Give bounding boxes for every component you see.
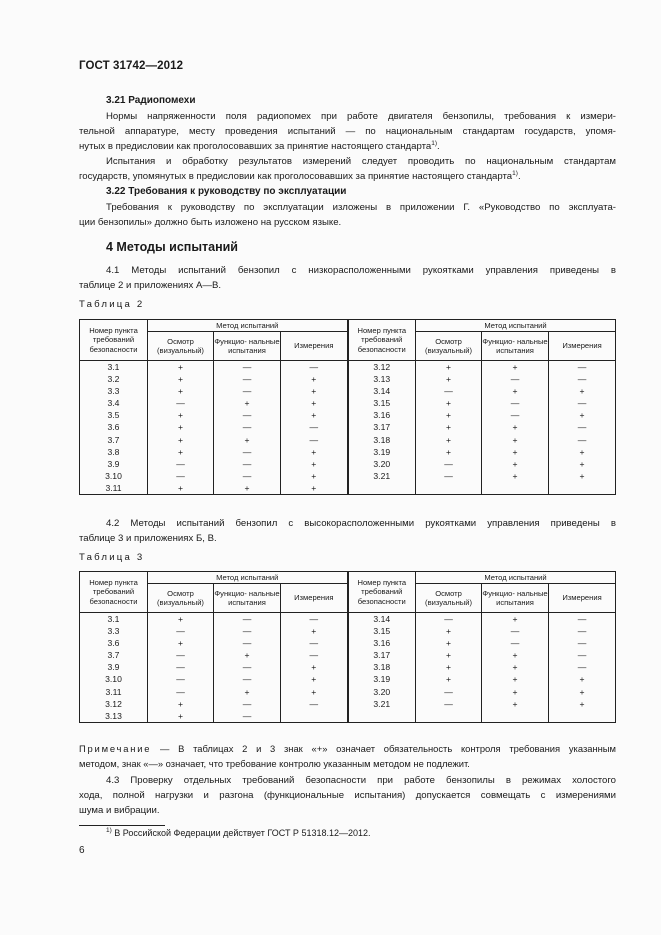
item-number-cell: 3.11 bbox=[80, 482, 148, 495]
method-mark-cell: + bbox=[214, 482, 281, 495]
table-2-caption: Таблица 2 bbox=[79, 299, 145, 310]
method-mark-cell: — bbox=[549, 373, 616, 385]
method-mark-cell: + bbox=[148, 434, 214, 446]
item-number-cell: 3.21 bbox=[348, 470, 416, 482]
method-mark-cell: — bbox=[281, 637, 348, 649]
method-mark-cell bbox=[482, 482, 549, 495]
method-mark-cell: + bbox=[148, 361, 214, 374]
item-number-cell: 3.6 bbox=[80, 637, 148, 649]
text-line: 4.1 Методы испытаний бензопил с низкорасположенными рукоятками управления приведены в bbox=[106, 265, 616, 276]
method-mark-cell: — bbox=[214, 470, 281, 482]
column-header-item: Номер пункта требований безопасности bbox=[348, 572, 416, 613]
table-row bbox=[80, 686, 616, 698]
method-mark-cell: + bbox=[549, 698, 616, 710]
text-fragment: . bbox=[437, 141, 440, 153]
text-line: 4.2 Методы испытаний бензопил с высокорасположенными рукоятками управления приведены в bbox=[106, 518, 616, 529]
item-number-cell: 3.7 bbox=[80, 649, 148, 661]
table-row bbox=[80, 649, 616, 661]
method-mark-cell: + bbox=[549, 673, 616, 685]
method-mark-cell: + bbox=[482, 385, 549, 397]
table-3-body bbox=[80, 613, 616, 723]
method-mark-cell: + bbox=[148, 409, 214, 421]
method-mark-cell: — bbox=[549, 625, 616, 637]
method-mark-cell: — bbox=[148, 649, 214, 661]
column-header-method: Метод испытаний bbox=[148, 572, 348, 584]
paragraph-4-1 bbox=[79, 263, 616, 293]
column-header-inspect: Осмотр (визуальный) bbox=[148, 332, 214, 361]
method-mark-cell: + bbox=[281, 661, 348, 673]
column-header-method: Метод испытаний bbox=[148, 320, 348, 332]
method-mark-cell: + bbox=[416, 661, 482, 673]
item-number-cell: 3.18 bbox=[348, 661, 416, 673]
method-mark-cell: — bbox=[148, 458, 214, 470]
item-number-cell: 3.2 bbox=[80, 373, 148, 385]
method-mark-cell: — bbox=[416, 385, 482, 397]
method-mark-cell: + bbox=[549, 686, 616, 698]
text-line: 4.3 Проверку отдельных требований безопасности при работе бензопилы в режимах холостого bbox=[106, 775, 616, 786]
item-number-cell: 3.1 bbox=[80, 613, 148, 626]
method-mark-cell: — bbox=[281, 649, 348, 661]
table-row bbox=[80, 385, 616, 397]
method-mark-cell: — bbox=[214, 373, 281, 385]
method-mark-cell: + bbox=[416, 446, 482, 458]
item-number-cell: 3.6 bbox=[80, 421, 148, 433]
method-mark-cell: — bbox=[214, 385, 281, 397]
item-number-cell bbox=[348, 710, 416, 723]
method-mark-cell: + bbox=[549, 446, 616, 458]
method-mark-cell: + bbox=[549, 458, 616, 470]
item-number-cell: 3.14 bbox=[348, 613, 416, 626]
method-mark-cell: + bbox=[281, 385, 348, 397]
method-mark-cell bbox=[416, 710, 482, 723]
method-mark-cell: — bbox=[214, 409, 281, 421]
text-line: Требования к руководству по эксплуатации изложены в приложении Г. «Руководство по эксплуата- bbox=[106, 202, 616, 213]
table-row bbox=[80, 397, 616, 409]
method-mark-cell: + bbox=[281, 458, 348, 470]
table-row bbox=[80, 698, 616, 710]
item-number-cell bbox=[348, 482, 416, 495]
method-mark-cell: — bbox=[281, 434, 348, 446]
text-line: таблице 2 и приложениях А—В. bbox=[79, 280, 222, 292]
table-note bbox=[79, 742, 616, 771]
method-mark-cell: — bbox=[281, 361, 348, 374]
method-mark-cell: — bbox=[549, 434, 616, 446]
text-line: Испытания и обработку результатов измерений следует проводить по национальным стандартам bbox=[106, 156, 616, 167]
method-mark-cell bbox=[416, 482, 482, 495]
item-number-cell: 3.20 bbox=[348, 458, 416, 470]
method-mark-cell: + bbox=[482, 446, 549, 458]
method-mark-cell: + bbox=[148, 482, 214, 495]
method-mark-cell: — bbox=[214, 421, 281, 433]
column-header-measure: Измерения bbox=[549, 332, 616, 361]
method-mark-cell: + bbox=[482, 673, 549, 685]
method-mark-cell: + bbox=[281, 446, 348, 458]
column-header-item: Номер пункта требований безопасности bbox=[80, 572, 148, 613]
table-row bbox=[80, 446, 616, 458]
item-number-cell: 3.4 bbox=[80, 397, 148, 409]
method-mark-cell bbox=[281, 710, 348, 723]
method-mark-cell: — bbox=[549, 421, 616, 433]
method-mark-cell: + bbox=[416, 625, 482, 637]
method-mark-cell: + bbox=[482, 434, 549, 446]
item-number-cell: 3.10 bbox=[80, 673, 148, 685]
method-mark-cell bbox=[549, 710, 616, 723]
method-mark-cell: — bbox=[214, 661, 281, 673]
text-fragment: . bbox=[517, 171, 521, 183]
method-mark-cell: + bbox=[482, 361, 549, 374]
item-number-cell: 3.21 bbox=[348, 698, 416, 710]
method-mark-cell: — bbox=[416, 458, 482, 470]
section-3-21-paragraph-1 bbox=[79, 109, 616, 155]
method-mark-cell: — bbox=[214, 710, 281, 723]
method-mark-cell: + bbox=[281, 625, 348, 637]
item-number-cell: 3.3 bbox=[80, 625, 148, 637]
item-number-cell: 3.12 bbox=[80, 698, 148, 710]
method-mark-cell: + bbox=[416, 421, 482, 433]
method-mark-cell: — bbox=[482, 373, 549, 385]
section-3-22-title: 3.22 Требования к руководству по эксплуатации bbox=[106, 186, 347, 197]
item-number-cell: 3.9 bbox=[80, 661, 148, 673]
method-mark-cell: + bbox=[281, 482, 348, 495]
method-mark-cell: — bbox=[214, 673, 281, 685]
method-mark-cell: — bbox=[416, 698, 482, 710]
method-mark-cell: — bbox=[482, 625, 549, 637]
text-line: шума и вибрации. bbox=[79, 805, 160, 817]
text-fragment: — В таблицах 2 и 3 знак «+» означает обязательность контроля требования указанным bbox=[151, 743, 616, 754]
method-mark-cell: + bbox=[482, 661, 549, 673]
column-header-inspect: Осмотр (визуальный) bbox=[416, 332, 482, 361]
text-line: ции бензопилы» должно быть изложено на русском языке. bbox=[79, 217, 342, 229]
table-row bbox=[80, 482, 616, 495]
table-row bbox=[80, 361, 616, 374]
item-number-cell: 3.12 bbox=[348, 361, 416, 374]
footnote-ref: 1) bbox=[512, 170, 518, 178]
item-number-cell: 3.10 bbox=[80, 470, 148, 482]
method-mark-cell: — bbox=[281, 698, 348, 710]
table-3-caption: Таблица 3 bbox=[79, 552, 145, 563]
method-mark-cell: + bbox=[416, 434, 482, 446]
table-2 bbox=[79, 319, 616, 495]
table-row bbox=[80, 673, 616, 685]
method-mark-cell: + bbox=[148, 385, 214, 397]
text-line: хода, полной нагрузки и разгона (функциональные испытания) допускается совмещать с измерениями bbox=[79, 790, 616, 802]
method-mark-cell: + bbox=[416, 409, 482, 421]
method-mark-cell: — bbox=[416, 686, 482, 698]
table-row bbox=[80, 470, 616, 482]
method-mark-cell: + bbox=[416, 361, 482, 374]
method-mark-cell: — bbox=[416, 470, 482, 482]
method-mark-cell: + bbox=[148, 446, 214, 458]
text-line: методом, знак «—» означает, что требование контролю указанным методом не подлежит. bbox=[79, 757, 470, 769]
method-mark-cell: — bbox=[148, 686, 214, 698]
method-mark-cell: + bbox=[416, 673, 482, 685]
page-number: 6 bbox=[79, 845, 85, 856]
column-header-functional: Функцио- нальные испытания bbox=[214, 584, 281, 613]
standard-header: ГОСТ 31742—2012 bbox=[79, 60, 184, 72]
paragraph-4-2 bbox=[79, 516, 616, 546]
method-mark-cell: + bbox=[416, 637, 482, 649]
method-mark-cell: + bbox=[214, 686, 281, 698]
method-mark-cell: — bbox=[482, 397, 549, 409]
method-mark-cell: + bbox=[148, 421, 214, 433]
method-mark-cell: — bbox=[214, 361, 281, 374]
text-line bbox=[79, 742, 616, 757]
item-number-cell: 3.5 bbox=[80, 409, 148, 421]
method-mark-cell: — bbox=[549, 397, 616, 409]
text-line bbox=[79, 169, 616, 184]
text-line: таблице 3 и приложениях Б, В. bbox=[79, 533, 217, 545]
column-header-functional: Функцио- нальные испытания bbox=[482, 332, 549, 361]
column-header-functional: Функцио- нальные испытания bbox=[482, 584, 549, 613]
method-mark-cell: + bbox=[214, 434, 281, 446]
method-mark-cell: — bbox=[549, 649, 616, 661]
method-mark-cell: + bbox=[549, 470, 616, 482]
method-mark-cell: + bbox=[281, 409, 348, 421]
method-mark-cell: + bbox=[482, 686, 549, 698]
method-mark-cell: + bbox=[549, 409, 616, 421]
text-fragment: нутых в предисловии как проголосовавших за принятие настоящего стандарта bbox=[79, 141, 432, 153]
method-mark-cell: — bbox=[148, 673, 214, 685]
method-mark-cell: — bbox=[214, 613, 281, 626]
item-number-cell: 3.17 bbox=[348, 421, 416, 433]
item-number-cell: 3.18 bbox=[348, 434, 416, 446]
method-mark-cell: + bbox=[482, 470, 549, 482]
text-line bbox=[79, 139, 616, 154]
footnote bbox=[106, 828, 371, 838]
item-number-cell: 3.19 bbox=[348, 446, 416, 458]
method-mark-cell: + bbox=[416, 373, 482, 385]
method-mark-cell: — bbox=[148, 661, 214, 673]
method-mark-cell: + bbox=[549, 385, 616, 397]
footnote-mark: 1) bbox=[106, 827, 112, 834]
column-header-measure: Измерения bbox=[549, 584, 616, 613]
section-3-22-paragraph bbox=[79, 200, 616, 230]
method-mark-cell: + bbox=[148, 373, 214, 385]
method-mark-cell: + bbox=[214, 649, 281, 661]
method-mark-cell: + bbox=[416, 649, 482, 661]
method-mark-cell: + bbox=[148, 613, 214, 626]
item-number-cell: 3.19 bbox=[348, 673, 416, 685]
table-3 bbox=[79, 571, 616, 723]
method-mark-cell: — bbox=[214, 698, 281, 710]
item-number-cell: 3.8 bbox=[80, 446, 148, 458]
method-mark-cell: — bbox=[416, 613, 482, 626]
item-number-cell: 3.3 bbox=[80, 385, 148, 397]
method-mark-cell: + bbox=[482, 698, 549, 710]
method-mark-cell bbox=[549, 482, 616, 495]
method-mark-cell: + bbox=[148, 637, 214, 649]
item-number-cell: 3.1 bbox=[80, 361, 148, 374]
item-number-cell: 3.13 bbox=[80, 710, 148, 723]
method-mark-cell: — bbox=[214, 446, 281, 458]
column-header-inspect: Осмотр (визуальный) bbox=[416, 584, 482, 613]
column-header-method: Метод испытаний bbox=[416, 572, 616, 584]
method-mark-cell: + bbox=[281, 373, 348, 385]
method-mark-cell: — bbox=[549, 661, 616, 673]
footnote-text: В Российской Федерации действует ГОСТ Р 51318.12—2012. bbox=[111, 828, 371, 838]
method-mark-cell: — bbox=[214, 637, 281, 649]
section-3-21-title: 3.21 Радиопомехи bbox=[106, 95, 196, 106]
method-mark-cell: + bbox=[281, 686, 348, 698]
item-number-cell: 3.17 bbox=[348, 649, 416, 661]
table-row bbox=[80, 434, 616, 446]
column-header-inspect: Осмотр (визуальный) bbox=[148, 584, 214, 613]
method-mark-cell: + bbox=[482, 649, 549, 661]
method-mark-cell: — bbox=[281, 421, 348, 433]
item-number-cell: 3.14 bbox=[348, 385, 416, 397]
method-mark-cell: — bbox=[482, 637, 549, 649]
method-mark-cell: + bbox=[148, 698, 214, 710]
item-number-cell: 3.13 bbox=[348, 373, 416, 385]
item-number-cell: 3.7 bbox=[80, 434, 148, 446]
method-mark-cell: — bbox=[148, 397, 214, 409]
table-2-body bbox=[80, 361, 616, 495]
column-header-item: Номер пункта требований безопасности bbox=[348, 320, 416, 361]
method-mark-cell bbox=[482, 710, 549, 723]
method-mark-cell: — bbox=[148, 470, 214, 482]
method-mark-cell: + bbox=[416, 397, 482, 409]
text-line: тельной аппаратуре, месту проведения испытаний — по национальным стандартам государств, упомя- bbox=[79, 126, 616, 138]
method-mark-cell: — bbox=[148, 625, 214, 637]
item-number-cell: 3.15 bbox=[348, 625, 416, 637]
section-4-title: 4 Методы испытаний bbox=[106, 240, 238, 254]
column-header-measure: Измерения bbox=[281, 584, 348, 613]
footnote-ref: 1) bbox=[431, 140, 438, 148]
method-mark-cell: + bbox=[482, 421, 549, 433]
text-fragment: государств, упомянутых в предисловии как проголосовавших за принятие настоящего стандарта bbox=[79, 171, 513, 183]
method-mark-cell: — bbox=[214, 458, 281, 470]
item-number-cell: 3.20 bbox=[348, 686, 416, 698]
column-header-item: Номер пункта требований безопасности bbox=[80, 320, 148, 361]
method-mark-cell: + bbox=[482, 613, 549, 626]
method-mark-cell: — bbox=[214, 625, 281, 637]
table-row bbox=[80, 637, 616, 649]
item-number-cell: 3.16 bbox=[348, 637, 416, 649]
footnote-divider bbox=[79, 825, 165, 826]
method-mark-cell: + bbox=[214, 397, 281, 409]
table-row bbox=[80, 373, 616, 385]
table-row bbox=[80, 613, 616, 626]
table-row bbox=[80, 710, 616, 723]
method-mark-cell: + bbox=[482, 458, 549, 470]
method-mark-cell: + bbox=[281, 397, 348, 409]
method-mark-cell: — bbox=[549, 613, 616, 626]
column-header-method: Метод испытаний bbox=[416, 320, 616, 332]
method-mark-cell: — bbox=[549, 637, 616, 649]
table-row bbox=[80, 409, 616, 421]
method-mark-cell: + bbox=[148, 710, 214, 723]
item-number-cell: 3.9 bbox=[80, 458, 148, 470]
method-mark-cell: + bbox=[281, 470, 348, 482]
method-mark-cell: + bbox=[281, 673, 348, 685]
paragraph-4-3 bbox=[79, 773, 616, 819]
table-row bbox=[80, 421, 616, 433]
item-number-cell: 3.16 bbox=[348, 409, 416, 421]
note-label: Примечание bbox=[79, 743, 152, 754]
table-row bbox=[80, 661, 616, 673]
column-header-measure: Измерения bbox=[281, 332, 348, 361]
method-mark-cell: — bbox=[281, 613, 348, 626]
text-line: Нормы напряженности поля радиопомех при работе двигателя бензопилы, требования к измери- bbox=[106, 111, 616, 122]
column-header-functional: Функцио- нальные испытания bbox=[214, 332, 281, 361]
method-mark-cell: — bbox=[549, 361, 616, 374]
section-3-21-paragraph-2 bbox=[79, 154, 616, 184]
item-number-cell: 3.11 bbox=[80, 686, 148, 698]
table-row bbox=[80, 625, 616, 637]
table-row bbox=[80, 458, 616, 470]
item-number-cell: 3.15 bbox=[348, 397, 416, 409]
method-mark-cell: — bbox=[482, 409, 549, 421]
